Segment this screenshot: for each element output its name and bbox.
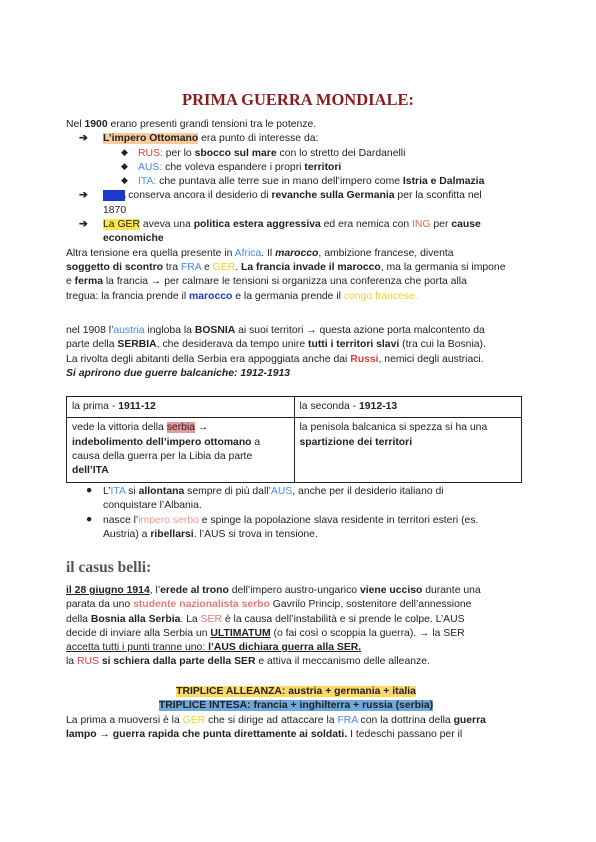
arrow-bullet-icon: ➔ xyxy=(79,133,88,145)
africa-paragraph: Altra tensione era quella presente in Africa. Il marocco, ambizione francese, diventa soggetto di scontro tra FRA e GER. La francia invade il marocco, ma la germania si impone e ferma la francia → per calmare le tensioni si organizza una conferenza che porta alla tregua: la francia prende il marocco e la germania prende il congo francese. xyxy=(66,247,506,302)
bosnia-paragraph: nel 1908 l’austria ingloba la BOSNIA ai suoi territori → questa azione porta malcontento da parte della SERBIA, che desiderava da tempo unire tutti i territori slavi (tra cui la Bosnia). La rivolta degli abitanti della Serbia era appoggiata anche dai Russi, nemici degli austriaci. Si aprirono due guerre balcaniche: 1912-1913 xyxy=(66,325,486,379)
table-row xyxy=(67,397,522,418)
table-header-cell: la prima - 1911-12 xyxy=(67,397,295,418)
final-section xyxy=(66,714,526,743)
list-item-ita: ◆ ITA: che puntava alle terre sue in mano dell’impero come Istria e Dalmazia xyxy=(121,175,485,188)
page-title: PRIMA GUERRA MONDIALE: xyxy=(182,90,414,109)
intro-section xyxy=(66,118,526,304)
list-item-ottomano: ➔ L’impero Ottomano era punto di interesse da: xyxy=(79,133,319,145)
list-item: ● L’ITA si allontana sempre di più dall’AUS, anche per il desiderio italiano di conquistare l’Albania. xyxy=(86,485,444,512)
final-paragraph: La prima a muoversi è la GER che si dirige ad attaccare la FRA con la dottrina della guerra lampo → guerra rapida che punta direttamente ai soldati. I tedeschi passano per il xyxy=(66,715,486,741)
table-cell: la penisola balcanica si spezza si ha una spartizione dei territori xyxy=(294,418,522,483)
list-item-aus: ◆ AUS: che voleva espandere i propri territori xyxy=(121,160,342,173)
dot-bullet-icon: ● xyxy=(86,485,93,496)
dot-bullet-icon: ● xyxy=(86,513,93,525)
list-item-ger: ➔ La GER aveva una politica estera aggressiva ed era nemica con ING per cause economiche xyxy=(79,219,481,245)
list-item: ● nasce l’impero serbo e spinge la popolazione slava residente in territori esteri (es. Austria) a ribellarsi. l’AUS si trova in tensione. xyxy=(86,513,479,540)
diamond-bullet-icon: ◆ xyxy=(121,175,128,186)
triplice-alleanza: TRIPLICE ALLEANZA: austria + germania + italia xyxy=(176,686,416,697)
after-table-bullets xyxy=(66,485,526,542)
list-item-ita-revanche: ➔ L’ITA conserva ancora il desiderio di revanche sulla Germania per la sconfitta nel 1870 xyxy=(79,190,482,216)
table-row xyxy=(67,418,522,483)
arrow-bullet-icon: ➔ xyxy=(79,190,88,202)
diamond-bullet-icon: ◆ xyxy=(121,160,128,171)
list-item-rus: ◆ RUS: per lo sbocco sul mare con lo stretto dei Dardanelli xyxy=(121,146,406,159)
casus-belli-paragraph: il 28 giugno 1914, l’erede al trono dell’impero austro-ungarico viene ucciso durante una parata da uno studente nazionalista serbo Gavrilo Princip, sostenitore dell’annessione della Bosnia alla Serbia. La SER è la causa dell’instabilità e si prende le colpe. L’AUS decide di inviare alla Serbia un ULTIMATUM (o fai così o scoppia la guerra). → la SER accetta tutti i punti tranne uno: l’AUS dichiara guerra alla SER. la RUS si schiera dalla parte della SER e attiva il meccanismo delle alleanze. xyxy=(66,585,481,668)
intro-line: Nel 1900 erano presenti grandi tensioni tra le potenze. xyxy=(66,119,317,130)
alliances-section xyxy=(66,685,526,714)
casus-belli-section xyxy=(66,584,526,670)
balkan-wars-heading: Si aprirono due guerre balcaniche: 1912-1913 xyxy=(66,367,291,379)
balkan-wars-table xyxy=(66,396,522,483)
triplice-intesa: TRIPLICE INTESA: francia + inghilterra + russia (serbia) xyxy=(158,700,434,712)
arrow-bullet-icon: ➔ xyxy=(79,219,88,231)
table-header-cell: la seconda - 1912-13 xyxy=(294,397,522,418)
section-heading-casus-belli: il casus belli: xyxy=(66,559,152,576)
bosnia-section xyxy=(66,324,526,381)
diamond-bullet-icon: ◆ xyxy=(121,146,128,157)
table-cell: vede la vittoria della serbia → indebolimento dell’impero ottomano a causa della guerra per la Libia da parte dell’ITA xyxy=(67,418,295,483)
